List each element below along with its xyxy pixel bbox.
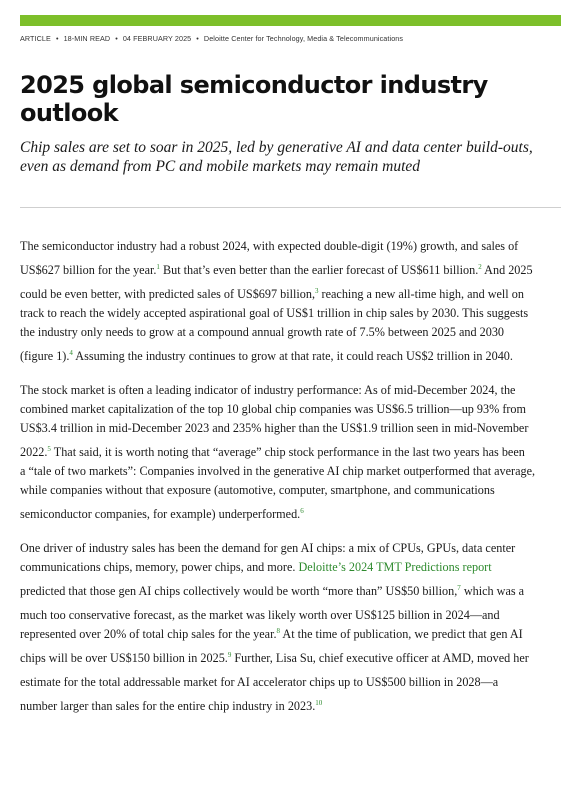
paragraph-2 bbox=[20, 380, 575, 528]
text-line: while companies without that exposure (automotive, computer, smartphone, and communications bbox=[20, 483, 495, 497]
text-line: 2022.$^5$ That said, it is worth noting that “average” chip stock performance in the last two years has been bbox=[20, 445, 525, 459]
article-subtitle: Chip sales are set to soar in 2025, led by generative AI and data center build-outs, even as demand from PC and mobile markets may remain muted bbox=[20, 139, 533, 175]
accent-bar bbox=[20, 15, 561, 26]
footnote-ref[interactable]: 6 bbox=[300, 507, 304, 515]
text-line: a “tale of two markets”: Companies involved in the generative AI chip market outperformed that average, bbox=[20, 464, 536, 478]
text-line: The stock market is often a leading indicator of industry performance: As of mid-December 2024, the bbox=[20, 383, 516, 397]
paragraph-1 bbox=[20, 236, 575, 370]
text-line: US$627 billion for the year.$^1$ But that’s even better than the earlier forecast of US$611 billion.$^2$ And 2025 bbox=[20, 263, 533, 277]
paragraph-3 bbox=[20, 538, 575, 720]
article-meta: ARTICLE • 18-MIN READ • 04 FEBRUARY 2025 • Deloitte Center for Technology, Media & Telecommunications bbox=[20, 34, 404, 43]
text-line: track to reach the widely accepted aspirational goal of US$1 trillion in chip sales by 2030. This suggests bbox=[20, 306, 529, 320]
divider bbox=[20, 207, 561, 208]
text-line: much too conservative forecast, as the market was likely worth over US$125 billion in 2024—and bbox=[20, 608, 500, 622]
source-name: Deloitte Center for Technology, Media & Telecommunications bbox=[203, 34, 404, 43]
footnote-ref[interactable]: 4 bbox=[69, 349, 73, 357]
footnote-ref[interactable]: 2 bbox=[478, 263, 482, 271]
text-line: communications chips, memory, power chips, and more. Deloitte’s 2024 TMT Predictions report bbox=[20, 560, 492, 574]
text-line: the industry only needs to grow at a compound annual growth rate of 7.5% between 2025 and 2030 bbox=[20, 325, 505, 339]
publish-date: 04 FEBRUARY 2025 bbox=[122, 34, 192, 43]
footnote-ref[interactable]: 8 bbox=[276, 627, 281, 635]
article-body bbox=[20, 236, 575, 720]
tmt-predictions-link[interactable]: Deloitte’s 2024 TMT Predictions report bbox=[298, 560, 492, 574]
text-line: One driver of industry sales has been the demand for gen AI chips: a mix of CPUs, GPUs, data center bbox=[20, 541, 516, 555]
text-line: could be even better, with predicted sales of US$697 billion,$^3$ reaching a new all-time high, and well on bbox=[20, 287, 524, 301]
text-line: number larger than sales for the entire chip industry in 2023.10 bbox=[20, 699, 323, 713]
text-line: US$3.4 trillion in mid-December 2023 and 235% higher than the US$1.9 trillion seen in mid-November bbox=[20, 421, 529, 435]
text-line: The semiconductor industry had a robust 2024, with expected double-digit (19%) growth, and sales of bbox=[20, 239, 519, 253]
article-title: 2025 global semiconductor industry outlook bbox=[20, 71, 488, 127]
footnote-ref[interactable]: 7 bbox=[457, 584, 461, 592]
footnote-ref[interactable]: 3 bbox=[315, 287, 319, 295]
text-line: represented over 20% of total chip sales for the year.$^8$ At the time of publication, we predict that gen AI bbox=[20, 627, 523, 641]
article-type: ARTICLE bbox=[20, 34, 51, 43]
text-line: estimate for the total addressable market for AI accelerator chips up to US$500 billion in 2028—a bbox=[20, 675, 499, 689]
footnote-ref[interactable]: 1 bbox=[156, 263, 160, 271]
footnote-ref[interactable]: 9 bbox=[227, 651, 232, 659]
footnote-ref[interactable]: 10 bbox=[315, 699, 323, 707]
text-line: semiconductor companies, for example) underperformed.$^6$ bbox=[20, 507, 304, 521]
text-line: (figure 1).$^4$ Assuming the industry continues to grow at that rate, it could reach US$2 trillion in 2040. bbox=[20, 349, 513, 363]
text-line: chips will be over US$150 billion in 2025.$^9$ Further, Lisa Su, chief executive officer at AMD, moved her bbox=[20, 651, 529, 665]
text-line: combined market capitalization of the top 10 global chip companies was US$6.5 trillion—up 93% from bbox=[20, 402, 527, 416]
text-line: predicted that those gen AI chips collectively would be worth “more than” US$50 billion,$^7$ which was a bbox=[20, 584, 525, 598]
read-time: 18-MIN READ bbox=[63, 34, 111, 43]
footnote-ref[interactable]: 5 bbox=[47, 445, 51, 453]
